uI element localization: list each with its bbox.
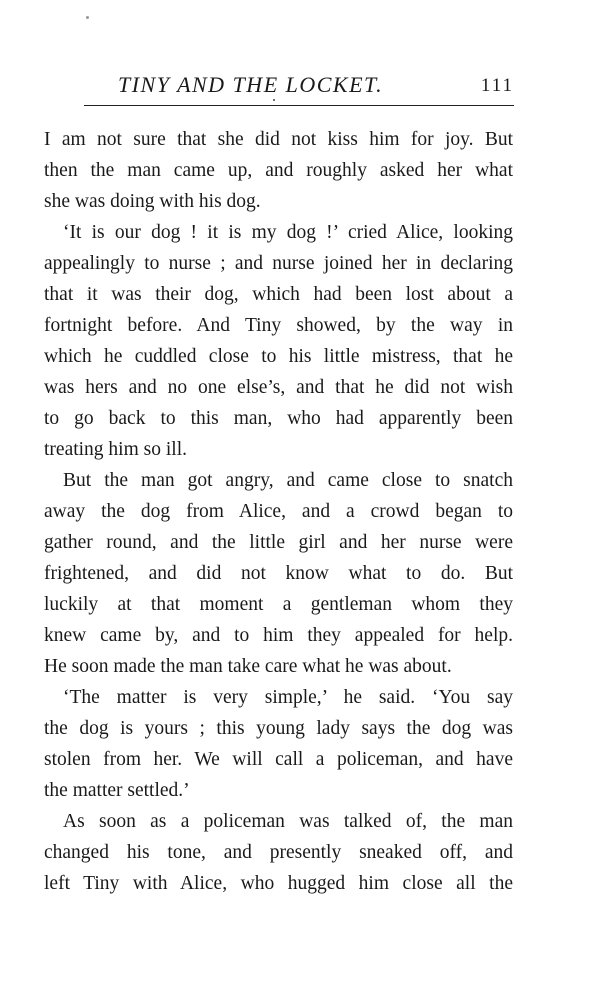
text-line: frightened, and did not know what to do. But <box>44 563 513 584</box>
text-line: to go back to this man, who had apparently been <box>44 408 513 429</box>
text-line: ‘The matter is very simple,’ he said. ‘You say <box>63 687 513 708</box>
running-title: TINY AND THE LOCKET. <box>118 72 384 97</box>
text-line: luckily at that moment a gentleman whom they <box>44 594 513 615</box>
text-line: He soon made the man take care what he was about. <box>44 656 452 677</box>
text-line: fortnight before. And Tiny showed, by the way in <box>44 315 513 336</box>
text-line: that it was their dog, which had been lost about a <box>44 284 513 305</box>
text-line: gather round, and the little girl and her nurse were <box>44 532 513 553</box>
text-line: she was doing with his dog. <box>44 191 261 212</box>
text-line: But the man got angry, and came close to snatch <box>63 470 513 491</box>
text-line: left Tiny with Alice, who hugged him close all the <box>44 873 513 894</box>
text-line: changed his tone, and presently sneaked off, and <box>44 842 513 863</box>
text-line: away the dog from Alice, and a crowd began to <box>44 501 513 522</box>
text-line: the matter settled.’ <box>44 780 190 801</box>
text-line: I am not sure that she did not kiss him for joy. But <box>44 129 513 150</box>
text-line: ‘It is our dog ! it is my dog !’ cried Alice, looking <box>63 222 513 243</box>
text-line: which he cuddled close to his little mistress, that he <box>44 346 513 367</box>
header-rule-mark <box>273 99 275 101</box>
text-line: treating him so ill. <box>44 439 187 460</box>
text-line: the dog is yours ; this young lady says the dog was <box>44 718 513 739</box>
paper-speck <box>86 16 89 19</box>
page-header <box>84 72 514 102</box>
page-number: 111 <box>480 75 514 96</box>
body-text <box>44 124 513 899</box>
text-line: then the man came up, and roughly asked her what <box>44 160 513 181</box>
text-line: As soon as a policeman was talked of, the man <box>63 811 513 832</box>
text-line: appealingly to nurse ; and nurse joined her in declaring <box>44 253 513 274</box>
text-line: stolen from her. We will call a policeman, and have <box>44 749 513 770</box>
text-line: knew came by, and to him they appealed for help. <box>44 625 513 646</box>
header-rule <box>84 105 514 106</box>
text-line: was hers and no one else’s, and that he did not wish <box>44 377 513 398</box>
